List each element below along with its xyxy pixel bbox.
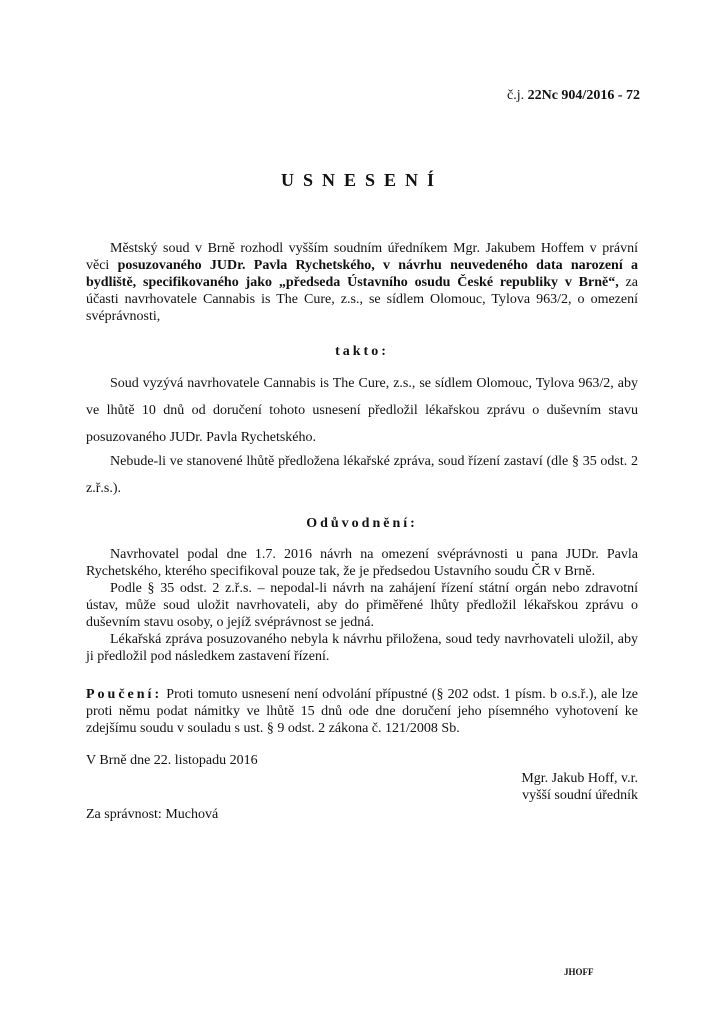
intro-text-bold: posuzovaného JUDr. Pavla Rychetského, v návrhu neuvedeného data narození a bydliště, specifikovaného jako „předseda Ústavního osudu České republiky v Brně“, [86,258,638,290]
intro-paragraph [86,240,638,325]
correctness-note: Za správnost: Muchová [86,807,219,822]
intro-text-2: za účasti navrhovatele Cannabis is The Cure, z.s., se sídlem Olomouc, Tylova 963/2, o omezení svéprávnosti, [86,275,638,324]
case-reference [507,88,640,104]
takto-heading: takto: [335,344,389,359]
intro-text-1: Městský soud v Brně rozhodl vyšším soudním úředníkem Mgr. Jakubem Hoffem v právní věci [86,241,638,273]
document-title: USNESENÍ [280,170,444,190]
reasoning-heading: Odůvodnění: [306,516,418,531]
case-reference-number: 22Nc 904/2016 - 72 [527,88,640,103]
reasoning-paragraph-1: Navrhovatel podal dne 1.7. 2016 návrh na omezení svéprávnosti u pana JUDr. Pavla Rychetského, kterého specifikoval pouze tak, že je předsedou Ustavního soudu ČR v Brně. [86,547,638,579]
signature-role: vyšší soudní úředník [522,788,638,803]
verdict-paragraph-1: Soud vyzývá navrhovatele Cannabis is The Cure, z.s., se sídlem Olomouc, Tylova 963/2, aby ve lhůtě 10 dnů od doručení tohoto usnesení předložil lékařskou zprávu o duševním stavu posuzovaného JUDr. Pavla Rychetského. [86,376,638,445]
reasoning-paragraph-2: Podle § 35 odst. 2 z.ř.s. – nepodal-li návrh na zahájení řízení státní orgán nebo zdravotní ústav, může soud uložit navrhovateli, aby do přiměřené lhůty předložil lékařskou zprávu o duševním stavu osoby, o jejíž svéprávnost se jedná. [86,581,638,630]
instruction-paragraph [86,686,638,737]
reasoning-paragraph-3: Lékařská zpráva posuzovaného nebyla k návrhu přiložena, soud tedy navrhovateli uložil, aby ji předložil pod následkem zastavení řízení. [86,632,638,664]
verdict-paragraph-2: Nebude-li ve stanovené lhůtě předložena lékařské zpráva, soud řízení zastaví (dle § 35 odst. 2 z.ř.s.). [86,454,638,496]
case-reference-prefix: č.j. [507,88,528,103]
instruction-text: Proti tomuto usnesení není odvolání přípustné (§ 202 odst. 1 písm. b o.s.ř.), ale lze proti němu podat námitky ve lhůtě 15 dnů ode dne doručení jeho písemného vyhotovení ke zdejšímu soudu v souladu s ust. § 9 odst. 2 zákona č. 121/2008 Sb. [86,687,638,736]
signature-block [420,770,638,804]
place-date: V Brně dne 22. listopadu 2016 [86,753,258,768]
footer-code: JHOFF [564,967,594,977]
instruction-label: Poučení: [86,687,163,702]
signature-name: Mgr. Jakub Hoff, v.r. [521,771,638,786]
